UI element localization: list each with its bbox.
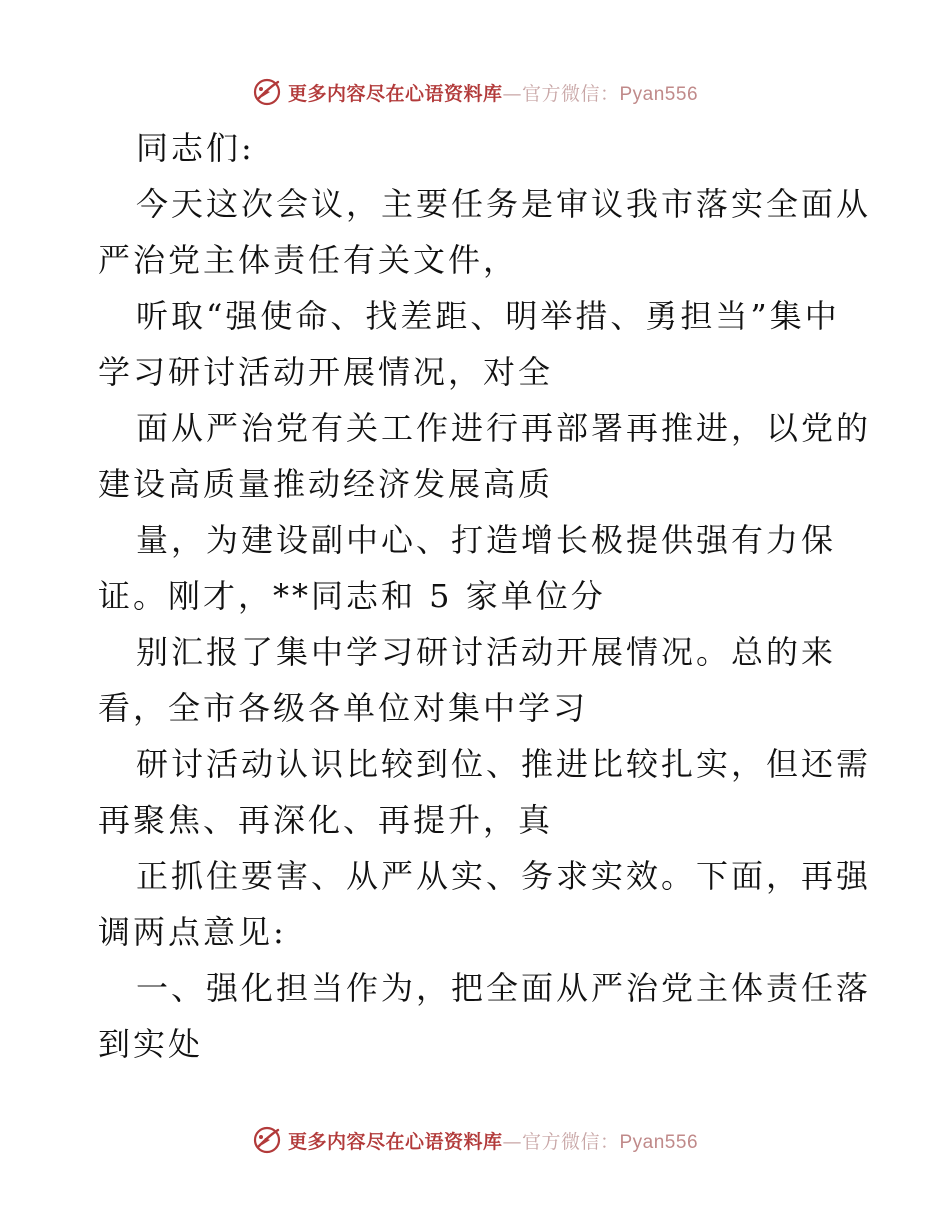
document-body — [98, 120, 872, 1072]
paragraph-line: 正抓住要害、从严从实、务求实效。下面，再强 — [136, 857, 872, 895]
paragraph-line: 再聚焦、再深化、再提升，真 — [98, 801, 554, 839]
paragraph-line: 研讨活动认识比较到位、推进比较扎实，但还需 — [136, 745, 872, 783]
watermark-wechat-id: Pyan556 — [619, 83, 699, 105]
quill-seal-icon — [252, 77, 282, 107]
paragraph-line: 看，全市各级各单位对集中学习 — [98, 689, 589, 727]
section-heading: 一、强化担当作为，把全面从严治党主体责任落 — [136, 969, 872, 1007]
watermark-text — [288, 1127, 698, 1154]
paragraph-line: 建设高质量推动经济发展高质 — [98, 465, 554, 503]
watermark-wechat-id: Pyan556 — [619, 1131, 699, 1153]
watermark-separator: — — [502, 1130, 522, 1153]
paragraph-line: 严治党主体责任有关文件， — [98, 241, 519, 279]
footer-watermark-banner — [0, 1120, 950, 1160]
paragraph-line: 面从严治党有关工作进行再部署再推进，以党的 — [136, 409, 872, 447]
paragraph-line: 别汇报了集中学习研讨活动开展情况。总的来 — [136, 633, 837, 671]
watermark-suffix: 官方微信： — [521, 82, 620, 105]
paragraph-line: 学习研讨活动开展情况，对全 — [98, 353, 554, 391]
section-heading-continued: 到实处 — [98, 1025, 204, 1063]
paragraph-line: 量，为建设副中心、打造增长极提供强有力保 — [136, 521, 837, 559]
paragraph-line: 今天这次会议，主要任务是审议我市落实全面从 — [136, 185, 872, 223]
watermark-text — [288, 79, 698, 106]
watermark-suffix: 官方微信： — [521, 1130, 620, 1153]
quill-seal-icon — [252, 1125, 282, 1155]
paragraph-line: 调两点意见: — [98, 913, 287, 951]
header-watermark-banner — [0, 72, 950, 112]
watermark-highlight: 更多内容尽在心语资料库 — [287, 1130, 503, 1153]
paragraph-line: 听取“强使命、找差距、明举措、勇担当”集中 — [136, 297, 840, 335]
watermark-separator: — — [502, 82, 522, 105]
paragraph-line: 证。刚才，**同志和 5 家单位分 — [98, 577, 606, 615]
salutation: 同志们: — [136, 129, 255, 167]
watermark-highlight: 更多内容尽在心语资料库 — [287, 82, 503, 105]
